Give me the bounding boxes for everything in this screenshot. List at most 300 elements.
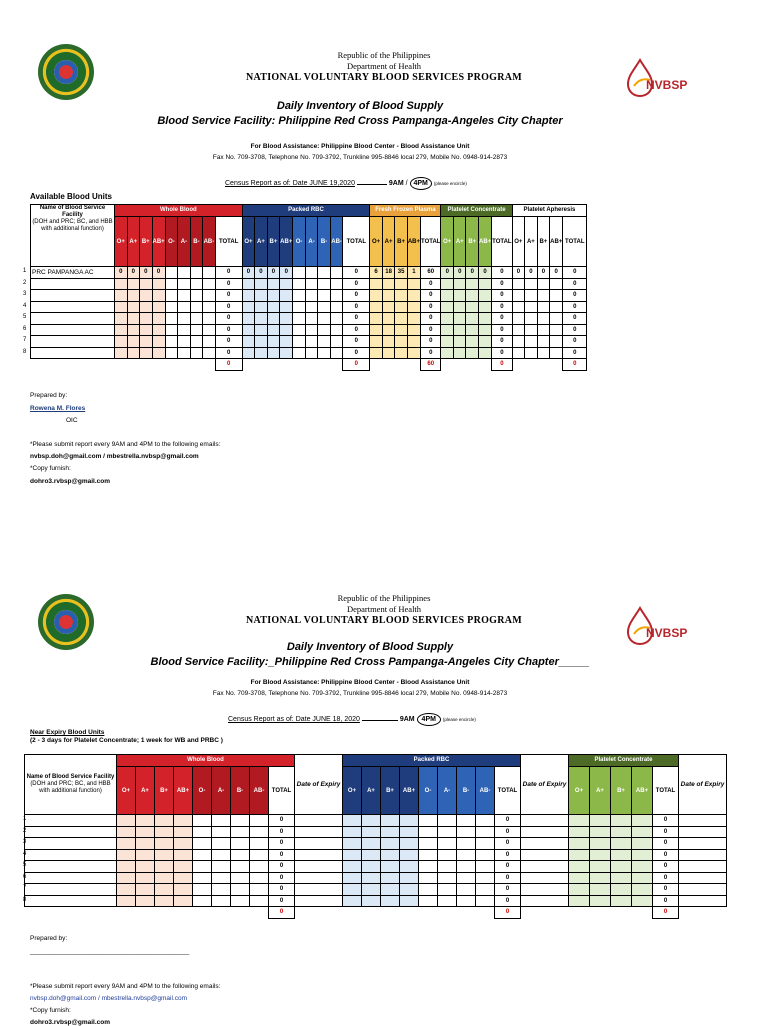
wb-cell[interactable] [231,895,250,907]
facility-name-cell[interactable] [25,861,117,873]
facility-name-cell[interactable] [25,838,117,850]
prbc-cell[interactable] [362,884,381,896]
prbc-cell[interactable] [362,861,381,873]
wb-cell[interactable] [231,861,250,873]
wb-cell[interactable] [231,815,250,827]
pa-cell[interactable] [550,336,563,348]
prbc-cell[interactable] [280,347,293,359]
wb-cell[interactable] [250,815,269,827]
wb-cell[interactable] [250,884,269,896]
pa-cell[interactable] [550,313,563,325]
prbc-cell[interactable] [305,278,318,290]
wb-cell[interactable] [165,336,178,348]
pa-cell[interactable] [525,324,538,336]
prbc-cell[interactable] [457,895,476,907]
wb-expiry-cell[interactable] [295,826,343,838]
prbc-cell[interactable] [476,861,495,873]
prbc-cell[interactable] [419,849,438,861]
wb-cell[interactable] [140,336,153,348]
prbc-cell[interactable] [293,301,306,313]
prbc-cell[interactable] [400,895,419,907]
pc-expiry-cell[interactable] [679,815,727,827]
prbc-cell[interactable] [362,826,381,838]
pc-cell[interactable] [590,826,611,838]
prbc-cell[interactable] [381,895,400,907]
pc-cell[interactable]: 0 [478,267,491,279]
prbc-cell[interactable] [293,267,306,279]
pc-cell[interactable] [611,895,632,907]
pc-cell[interactable] [453,278,466,290]
wb-cell[interactable] [127,313,140,325]
ffp-cell[interactable] [382,313,395,325]
emails-2[interactable]: nvbsp.doh@gmail.com / mbestrella.nvbsp@gmail.com [30,995,187,1002]
wb-cell[interactable] [174,861,193,873]
pc-cell[interactable] [611,884,632,896]
wb-cell[interactable] [174,815,193,827]
wb-cell[interactable] [212,838,231,850]
wb-cell[interactable] [178,267,191,279]
prbc-cell[interactable] [400,884,419,896]
prbc-cell[interactable] [400,815,419,827]
pc-cell[interactable] [590,895,611,907]
pc-cell[interactable] [590,838,611,850]
wb-cell[interactable] [127,290,140,302]
facility-name-cell[interactable] [25,826,117,838]
prbc-cell[interactable] [330,336,343,348]
pc-cell[interactable] [466,347,479,359]
wb-cell[interactable] [231,826,250,838]
wb-cell[interactable] [165,290,178,302]
prbc-cell[interactable] [318,324,331,336]
prbc-cell[interactable] [476,884,495,896]
prbc-cell[interactable] [280,301,293,313]
prbc-cell[interactable] [330,267,343,279]
ffp-cell[interactable] [370,301,383,313]
wb-cell[interactable] [231,872,250,884]
facility-name-cell[interactable] [23,301,115,313]
prbc-cell[interactable] [293,324,306,336]
wb-cell[interactable] [250,895,269,907]
wb-cell[interactable] [178,278,191,290]
ffp-cell[interactable] [370,324,383,336]
facility-name-cell[interactable] [23,336,115,348]
prbc-cell[interactable] [280,324,293,336]
prbc-cell[interactable] [438,838,457,850]
prbc-cell[interactable] [381,849,400,861]
pc-cell[interactable] [632,815,653,827]
pc-cell[interactable] [453,336,466,348]
wb-cell[interactable] [136,826,155,838]
pa-cell[interactable] [550,324,563,336]
prbc-cell[interactable] [280,313,293,325]
pa-cell[interactable] [525,278,538,290]
ffp-cell[interactable] [370,313,383,325]
ffp-cell[interactable] [382,347,395,359]
wb-cell[interactable] [136,895,155,907]
ffp-cell[interactable] [395,347,408,359]
wb-cell[interactable] [212,895,231,907]
wb-cell[interactable] [174,826,193,838]
wb-cell[interactable] [117,872,136,884]
prbc-cell[interactable] [267,324,280,336]
pa-cell[interactable] [512,290,525,302]
ffp-cell[interactable] [370,347,383,359]
wb-cell[interactable] [203,290,216,302]
wb-cell[interactable] [190,290,203,302]
wb-cell[interactable] [140,347,153,359]
facility-name-cell[interactable] [25,895,117,907]
wb-cell[interactable] [193,838,212,850]
pc-cell[interactable] [590,815,611,827]
wb-cell[interactable] [115,336,128,348]
pa-cell[interactable] [525,336,538,348]
prbc-cell[interactable] [305,313,318,325]
prbc-cell[interactable] [305,336,318,348]
wb-cell[interactable] [193,849,212,861]
wb-cell[interactable] [212,872,231,884]
ffp-cell[interactable] [407,278,420,290]
wb-cell[interactable] [190,301,203,313]
wb-cell[interactable] [231,884,250,896]
wb-cell[interactable] [174,884,193,896]
pc-cell[interactable] [441,324,454,336]
pa-cell[interactable] [537,278,550,290]
prbc-cell[interactable] [381,884,400,896]
prbc-cell[interactable] [381,826,400,838]
prbc-cell[interactable] [343,815,362,827]
wb-expiry-cell[interactable] [295,861,343,873]
wb-cell[interactable] [193,861,212,873]
prbc-cell[interactable] [267,313,280,325]
pc-cell[interactable] [590,872,611,884]
wb-cell[interactable] [152,301,165,313]
prbc-cell[interactable] [381,838,400,850]
prbc-cell[interactable] [343,838,362,850]
facility-name-cell[interactable] [23,324,115,336]
wb-cell[interactable] [155,884,174,896]
prbc-cell[interactable]: 0 [255,267,268,279]
wb-cell[interactable] [212,884,231,896]
pa-cell[interactable] [525,313,538,325]
pc-cell[interactable]: 0 [441,267,454,279]
prbc-cell[interactable] [362,815,381,827]
wb-cell[interactable] [250,872,269,884]
wb-cell[interactable] [193,826,212,838]
prbc-cell[interactable] [476,838,495,850]
wb-cell[interactable] [174,895,193,907]
ffp-cell[interactable]: 18 [382,267,395,279]
prbc-cell[interactable] [280,290,293,302]
wb-cell[interactable] [190,336,203,348]
prbc-cell[interactable] [381,872,400,884]
prbc-cell[interactable] [343,884,362,896]
prbc-cell[interactable] [457,815,476,827]
wb-cell[interactable] [155,895,174,907]
wb-cell[interactable] [165,313,178,325]
prbc-cell[interactable] [476,815,495,827]
prbc-cell[interactable] [419,838,438,850]
prbc-cell[interactable] [419,884,438,896]
wb-cell[interactable] [165,324,178,336]
pa-cell[interactable] [512,301,525,313]
pc-cell[interactable] [569,872,590,884]
prbc-cell[interactable] [305,290,318,302]
prbc-expiry-cell[interactable] [521,849,569,861]
prbc-cell[interactable] [293,347,306,359]
pa-cell[interactable] [537,313,550,325]
pc-expiry-cell[interactable] [679,838,727,850]
wb-cell[interactable] [212,826,231,838]
wb-cell[interactable] [115,278,128,290]
pa-cell[interactable] [550,347,563,359]
prbc-cell[interactable] [400,872,419,884]
prbc-cell[interactable] [438,861,457,873]
wb-cell[interactable] [193,884,212,896]
wb-expiry-cell[interactable] [295,895,343,907]
prbc-cell[interactable] [305,347,318,359]
prbc-cell[interactable] [419,861,438,873]
wb-cell[interactable] [117,884,136,896]
wb-cell[interactable] [155,849,174,861]
pc-cell[interactable] [441,301,454,313]
prbc-cell[interactable] [305,301,318,313]
am-option[interactable]: 9AM [399,716,415,723]
prbc-cell[interactable] [330,301,343,313]
prbc-expiry-cell[interactable] [521,895,569,907]
pm-option[interactable]: 4PM [417,713,441,726]
wb-cell[interactable] [193,895,212,907]
pm-option[interactable]: 4PM [410,177,432,190]
wb-cell[interactable] [203,267,216,279]
wb-cell[interactable] [250,861,269,873]
pc-cell[interactable] [453,301,466,313]
wb-cell[interactable] [165,267,178,279]
wb-cell[interactable] [152,278,165,290]
ffp-cell[interactable] [407,347,420,359]
wb-cell[interactable] [155,815,174,827]
pc-cell[interactable] [632,838,653,850]
wb-cell[interactable] [212,815,231,827]
facility-name-cell[interactable] [25,815,117,827]
prbc-cell[interactable] [267,301,280,313]
wb-cell[interactable] [152,347,165,359]
prbc-cell[interactable] [362,895,381,907]
pc-cell[interactable] [569,884,590,896]
wb-cell[interactable] [190,347,203,359]
pc-cell[interactable] [632,884,653,896]
pc-cell[interactable] [590,884,611,896]
pc-cell[interactable] [632,861,653,873]
pa-cell[interactable] [537,336,550,348]
wb-cell[interactable] [140,313,153,325]
ffp-cell[interactable] [407,336,420,348]
prbc-cell[interactable] [318,278,331,290]
wb-cell[interactable] [115,347,128,359]
wb-expiry-cell[interactable] [295,884,343,896]
facility-name-cell[interactable] [25,872,117,884]
pc-cell[interactable] [466,278,479,290]
ffp-cell[interactable] [382,336,395,348]
pc-cell[interactable] [590,849,611,861]
wb-cell[interactable] [212,849,231,861]
wb-cell[interactable] [165,278,178,290]
prbc-cell[interactable] [255,313,268,325]
wb-cell[interactable] [127,336,140,348]
pa-cell[interactable] [512,324,525,336]
pc-cell[interactable] [569,815,590,827]
wb-cell[interactable] [127,301,140,313]
prbc-cell[interactable]: 0 [242,267,255,279]
prbc-cell[interactable] [400,849,419,861]
wb-cell[interactable] [115,313,128,325]
prbc-cell[interactable] [330,324,343,336]
prbc-cell[interactable] [242,336,255,348]
pc-cell[interactable] [478,324,491,336]
pc-cell[interactable] [478,313,491,325]
prbc-cell[interactable] [476,826,495,838]
pc-cell[interactable] [466,313,479,325]
pc-expiry-cell[interactable] [679,861,727,873]
prbc-cell[interactable] [293,290,306,302]
pc-cell[interactable] [569,838,590,850]
prbc-cell[interactable] [419,872,438,884]
wb-cell[interactable] [140,278,153,290]
pc-expiry-cell[interactable] [679,826,727,838]
pc-cell[interactable] [441,313,454,325]
prbc-cell[interactable] [318,336,331,348]
wb-expiry-cell[interactable] [295,872,343,884]
pc-cell[interactable] [453,347,466,359]
pc-cell[interactable] [632,849,653,861]
wb-cell[interactable]: 0 [152,267,165,279]
wb-cell[interactable] [178,324,191,336]
pc-cell[interactable] [466,336,479,348]
pc-cell[interactable] [466,324,479,336]
wb-cell[interactable] [127,324,140,336]
pc-cell[interactable] [478,301,491,313]
pa-cell[interactable] [550,290,563,302]
wb-cell[interactable] [250,826,269,838]
pc-cell[interactable] [478,347,491,359]
wb-cell[interactable] [155,826,174,838]
ffp-cell[interactable] [407,290,420,302]
prbc-cell[interactable] [242,301,255,313]
pa-cell[interactable]: 0 [512,267,525,279]
wb-cell[interactable] [136,815,155,827]
prbc-expiry-cell[interactable] [521,815,569,827]
prbc-cell[interactable] [343,826,362,838]
wb-cell[interactable] [190,324,203,336]
prbc-cell[interactable] [476,895,495,907]
wb-cell[interactable] [165,301,178,313]
prbc-cell[interactable] [330,347,343,359]
prbc-cell[interactable] [400,826,419,838]
wb-cell[interactable] [152,324,165,336]
ffp-cell[interactable] [407,313,420,325]
ffp-cell[interactable] [407,301,420,313]
pa-cell[interactable] [550,278,563,290]
pc-cell[interactable] [478,290,491,302]
wb-cell[interactable] [152,336,165,348]
prbc-cell[interactable] [318,267,331,279]
pc-cell[interactable] [611,815,632,827]
prbc-cell[interactable] [457,849,476,861]
prbc-cell[interactable] [419,815,438,827]
wb-cell[interactable] [203,313,216,325]
prbc-cell[interactable] [381,815,400,827]
wb-cell[interactable] [127,278,140,290]
pc-cell[interactable] [569,895,590,907]
ffp-cell[interactable]: 6 [370,267,383,279]
copy-email-2[interactable]: dohro3.rvbsp@gmail.com [30,1019,111,1026]
prbc-cell[interactable] [438,895,457,907]
wb-cell[interactable] [115,324,128,336]
prbc-cell[interactable] [381,861,400,873]
wb-cell[interactable] [136,884,155,896]
prbc-cell[interactable]: 0 [280,267,293,279]
prbc-cell[interactable] [343,895,362,907]
wb-expiry-cell[interactable] [295,838,343,850]
prbc-cell[interactable] [280,336,293,348]
ffp-cell[interactable] [395,336,408,348]
wb-cell[interactable] [231,838,250,850]
pa-cell[interactable] [525,347,538,359]
ffp-cell[interactable] [370,290,383,302]
pc-cell[interactable] [611,826,632,838]
prbc-cell[interactable] [318,301,331,313]
wb-cell[interactable] [190,278,203,290]
facility-name-cell[interactable] [23,290,115,302]
wb-cell[interactable] [250,849,269,861]
wb-cell[interactable] [203,278,216,290]
ffp-cell[interactable] [370,278,383,290]
pc-expiry-cell[interactable] [679,872,727,884]
wb-cell[interactable] [231,849,250,861]
ffp-cell[interactable] [395,301,408,313]
wb-cell[interactable] [152,313,165,325]
prbc-cell[interactable] [457,826,476,838]
wb-cell[interactable] [117,815,136,827]
prbc-cell[interactable] [255,347,268,359]
wb-cell[interactable] [178,313,191,325]
wb-cell[interactable] [155,872,174,884]
wb-cell[interactable] [117,838,136,850]
prbc-cell[interactable] [293,336,306,348]
prbc-cell[interactable] [438,815,457,827]
wb-cell[interactable] [136,838,155,850]
prbc-cell[interactable] [362,838,381,850]
facility-name-cell[interactable] [23,267,115,279]
prbc-expiry-cell[interactable] [521,826,569,838]
pa-cell[interactable] [537,301,550,313]
wb-expiry-cell[interactable] [295,849,343,861]
prbc-cell[interactable] [242,278,255,290]
prbc-cell[interactable] [330,313,343,325]
prbc-expiry-cell[interactable] [521,838,569,850]
pa-cell[interactable] [512,313,525,325]
wb-expiry-cell[interactable] [295,815,343,827]
ffp-cell[interactable] [395,290,408,302]
pc-cell[interactable] [569,826,590,838]
wb-cell[interactable] [190,267,203,279]
wb-cell[interactable] [136,849,155,861]
prbc-cell[interactable] [457,838,476,850]
wb-cell[interactable] [174,849,193,861]
wb-cell[interactable] [155,838,174,850]
pc-cell[interactable] [611,872,632,884]
prbc-cell[interactable] [293,278,306,290]
prbc-cell[interactable] [343,849,362,861]
